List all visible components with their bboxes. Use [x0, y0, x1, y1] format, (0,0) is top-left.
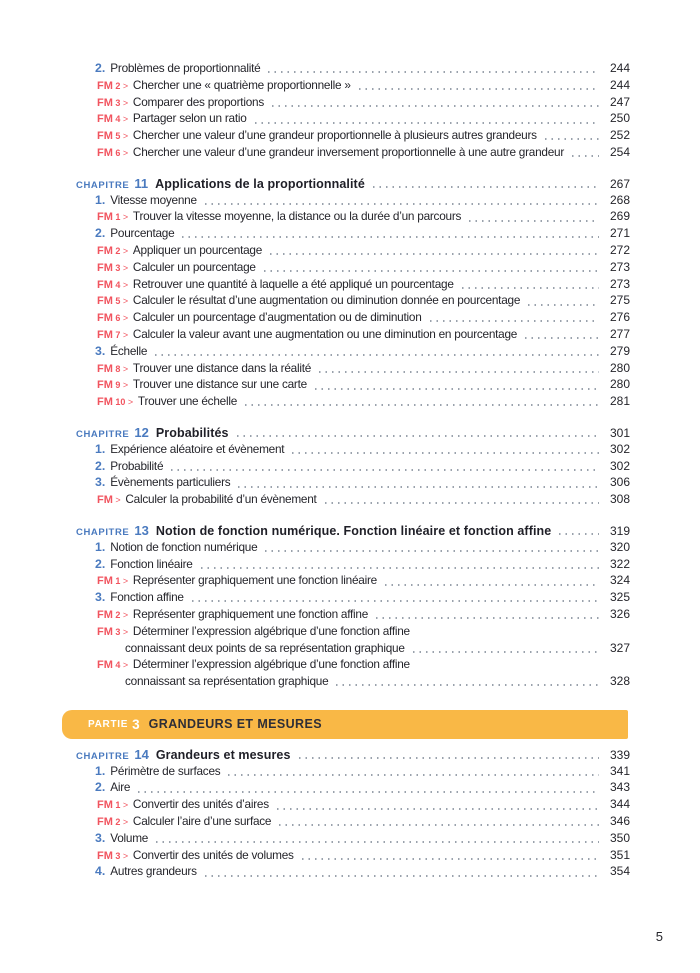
method-title: Calculer le résultat d’une augmentation ou diminution donnée en pourcentage: [132, 293, 521, 308]
toc-section-row: [95, 831, 630, 848]
method-number: 2: [115, 245, 121, 256]
toc-method-row: [97, 624, 630, 641]
dot-leader: [205, 203, 599, 205]
method-label: FM: [97, 328, 113, 341]
toc-method-row: [97, 111, 630, 128]
dot-leader: [138, 791, 599, 793]
toc-method-row: [97, 573, 630, 590]
method-label: FM: [97, 261, 113, 274]
dot-leader: [228, 774, 599, 776]
toc-method-row: [97, 243, 630, 260]
dot-leader: [237, 435, 599, 437]
method-label: FM: [97, 79, 113, 92]
dot-leader: [359, 88, 599, 90]
toc-section-row: [95, 557, 630, 574]
partie-number: 3: [132, 716, 140, 732]
chapter-word: CHAPITRE: [76, 526, 130, 538]
method-label: FM: [97, 130, 113, 143]
page-number: 279: [609, 343, 630, 358]
method-label: FM: [97, 494, 113, 507]
page-number: 320: [609, 539, 630, 554]
page-number: 302: [609, 441, 630, 456]
chapter-title: Grandeurs et mesures: [155, 747, 291, 762]
page-number: 324: [609, 573, 630, 588]
chevron-right-icon: >: [122, 296, 128, 307]
method-label: FM: [97, 278, 113, 291]
dot-leader: [319, 371, 599, 373]
toc-method-row: [97, 848, 630, 865]
chapter-number: 13: [134, 522, 149, 538]
page-number: 280: [609, 360, 630, 375]
chevron-right-icon: >: [115, 495, 121, 506]
page-number: 271: [609, 226, 630, 241]
section-number: 3.: [95, 475, 106, 490]
toc-section-row: [95, 226, 630, 243]
toc-method-row: [97, 657, 630, 674]
dot-leader: [279, 824, 599, 826]
toc-method-row: [97, 128, 630, 145]
method-label: FM: [97, 211, 113, 224]
partie-band: [62, 710, 628, 739]
dot-leader: [245, 404, 599, 406]
method-label: FM: [97, 362, 113, 375]
chevron-right-icon: >: [122, 245, 128, 256]
page-number: 339: [609, 747, 630, 762]
method-title-line2: connaissant deux points de sa représentation graphique: [125, 640, 405, 655]
method-label: FM: [97, 659, 113, 672]
dot-leader: [238, 486, 599, 488]
page-number: 351: [609, 847, 630, 862]
toc-method-row: [97, 394, 630, 411]
method-number: 2: [115, 609, 121, 620]
method-number: 5: [115, 296, 121, 307]
dot-leader: [292, 452, 599, 454]
method-title: Trouver une distance dans la réalité: [132, 360, 312, 375]
method-number: 5: [115, 131, 121, 142]
partie-title: GRANDEURS ET MESURES: [148, 717, 322, 732]
method-label: FM: [97, 379, 113, 392]
partie-word: PARTIE: [88, 718, 129, 730]
dot-leader: [325, 502, 599, 504]
method-label: FM: [97, 396, 113, 409]
toc-method-row: [97, 327, 630, 344]
method-title: Calculer l’aire d’une surface: [132, 814, 272, 829]
method-number: 2: [115, 80, 121, 91]
dot-leader: [469, 220, 599, 222]
page-number: 244: [609, 61, 630, 75]
toc-method-row: [97, 797, 630, 814]
chapter-number: 12: [134, 424, 149, 440]
dot-leader: [265, 550, 599, 552]
toc-method-row: [97, 607, 630, 624]
method-number: 3: [115, 626, 121, 637]
method-title: Chercher une valeur d’une grandeur inversement proportionnelle à une autre grandeur: [132, 144, 565, 159]
page-number: 350: [609, 830, 630, 845]
method-title: Représenter graphiquement une fonction linéaire: [132, 573, 377, 588]
method-label: FM: [97, 295, 113, 308]
method-label: FM: [97, 113, 113, 126]
dot-leader: [525, 337, 599, 339]
section-number: 1.: [95, 763, 106, 778]
page-number: 267: [609, 176, 630, 191]
method-title: Partager selon un ratio: [132, 111, 247, 126]
chevron-right-icon: >: [122, 80, 128, 91]
method-title: Comparer des proportions: [132, 94, 264, 109]
dot-leader: [528, 304, 599, 306]
chevron-right-icon: >: [122, 626, 128, 637]
dot-leader: [192, 600, 599, 602]
section-title: Vitesse moyenne: [110, 192, 197, 207]
chevron-right-icon: >: [122, 313, 128, 324]
method-title: Calculer la probabilité d’un évènement: [125, 492, 317, 507]
dot-leader: [272, 105, 599, 107]
chevron-right-icon: >: [127, 397, 133, 408]
chevron-right-icon: >: [122, 817, 128, 828]
toc-chapter-row: [76, 747, 630, 764]
toc-method-row: [97, 260, 630, 277]
chapter-word: CHAPITRE: [76, 179, 130, 191]
dot-leader: [255, 122, 599, 124]
page-number: 252: [609, 128, 630, 143]
section-title: Périmètre de surfaces: [110, 763, 221, 778]
chapter-word: CHAPITRE: [76, 750, 130, 762]
section-number: 4.: [95, 864, 106, 879]
page-number: 269: [609, 209, 630, 224]
chevron-right-icon: >: [122, 660, 128, 671]
page-number: 250: [609, 111, 630, 126]
section-title: Aire: [110, 780, 131, 795]
method-title: Calculer un pourcentage: [132, 259, 256, 274]
method-number: 10: [115, 397, 126, 408]
toc-method-row: [97, 361, 630, 378]
dot-leader: [171, 469, 599, 471]
toc-section-row: [95, 344, 630, 361]
chevron-right-icon: >: [122, 380, 128, 391]
method-label: FM: [97, 816, 113, 829]
page-number: 280: [609, 377, 630, 392]
section-number: 1.: [95, 441, 106, 456]
page-number: 302: [609, 458, 630, 473]
method-title: Convertir des unités d’aires: [132, 797, 269, 812]
chevron-right-icon: >: [122, 212, 128, 223]
method-title: Trouver la vitesse moyenne, la distance ou la durée d’un parcours: [132, 209, 462, 224]
section-number: 3.: [95, 830, 106, 845]
chapter-title: Applications de la proportionnalité: [155, 176, 365, 191]
section-number: 3.: [95, 343, 106, 358]
method-label: FM: [97, 799, 113, 812]
chevron-right-icon: >: [122, 147, 128, 158]
folio-page-number: 5: [655, 929, 663, 944]
toc-method-row: [97, 310, 630, 327]
method-number: 6: [115, 313, 121, 324]
toc-chapter-row: [76, 176, 630, 193]
dot-leader: [385, 584, 599, 586]
dot-leader: [264, 270, 599, 272]
method-title: Déterminer l’expression algébrique d’une fonction affine: [132, 623, 410, 638]
page-number: 272: [609, 242, 630, 257]
method-number: 1: [115, 800, 121, 811]
page-number: 275: [609, 293, 630, 308]
section-number: 2.: [95, 61, 106, 75]
dot-leader: [559, 533, 599, 535]
section-title: Volume: [110, 830, 149, 845]
dot-leader: [373, 186, 599, 188]
chapter-number: 14: [134, 746, 149, 762]
dot-leader: [182, 236, 599, 238]
chevron-right-icon: >: [122, 329, 128, 340]
section-title: Expérience aléatoire et évènement: [110, 441, 285, 456]
toc-method-row-continuation: [125, 674, 630, 691]
method-label: FM: [97, 96, 113, 109]
page-number: 328: [609, 674, 630, 689]
dot-leader: [155, 354, 599, 356]
chevron-right-icon: >: [122, 850, 128, 861]
section-number: 2.: [95, 226, 106, 241]
page-number: 343: [609, 780, 630, 795]
toc-method-row: [97, 377, 630, 394]
chevron-right-icon: >: [122, 576, 128, 587]
dot-leader: [336, 684, 599, 686]
toc-chapter-row: [76, 425, 630, 442]
page-number: 281: [609, 394, 630, 409]
section-title: Évènements particuliers: [110, 475, 231, 490]
toc-section-row: [95, 780, 630, 797]
page-number: 268: [609, 192, 630, 207]
method-label: FM: [97, 575, 113, 588]
chapter-title: Notion de fonction numérique. Fonction linéaire et fonction affine: [155, 523, 552, 538]
page-number: 276: [609, 310, 630, 325]
method-title: Chercher une valeur d’une grandeur proportionnelle à plusieurs autres grandeurs: [132, 128, 537, 143]
toc-section-row: [95, 442, 630, 459]
toc-list: [76, 61, 630, 881]
chevron-right-icon: >: [122, 262, 128, 273]
page-number: 327: [609, 640, 630, 655]
chapter-title: Probabilités: [155, 425, 229, 440]
toc-method-row-continuation: [125, 641, 630, 658]
method-title: Calculer la valeur avant une augmentation ou une diminution en pourcentage: [132, 326, 518, 341]
section-title: Autres grandeurs: [110, 864, 197, 879]
dot-leader: [302, 858, 599, 860]
method-title: Chercher une « quatrième proportionnelle »: [132, 77, 351, 92]
section-title: Fonction linéaire: [110, 556, 193, 571]
chevron-right-icon: >: [122, 363, 128, 374]
method-number: 1: [115, 576, 121, 587]
chapter-word: CHAPITRE: [76, 428, 130, 440]
toc-method-row: [97, 95, 630, 112]
section-number: 1.: [95, 192, 106, 207]
section-number: 2.: [95, 556, 106, 571]
toc-section-row: [95, 459, 630, 476]
toc-section-row: [95, 540, 630, 557]
dot-leader: [270, 253, 599, 255]
method-label: FM: [97, 312, 113, 325]
page-number: 341: [609, 763, 630, 778]
method-title: Trouver une distance sur une carte: [132, 377, 307, 392]
method-title: Retrouver une quantité à laquelle a été appliqué un pourcentage: [132, 276, 454, 291]
dot-leader: [299, 757, 599, 759]
dot-leader: [430, 320, 599, 322]
method-number: 2: [115, 817, 121, 828]
method-number: 3: [115, 97, 121, 108]
dot-leader: [376, 617, 599, 619]
dot-leader: [268, 71, 599, 73]
toc-method-row: [97, 814, 630, 831]
toc-section-row: [95, 193, 630, 210]
section-number: 2.: [95, 458, 106, 473]
method-number: 4: [115, 660, 121, 671]
page-number: 354: [609, 864, 630, 879]
method-title-line2: connaissant sa représentation graphique: [125, 674, 329, 689]
page-number: 273: [609, 259, 630, 274]
section-title: Pourcentage: [110, 226, 175, 241]
method-label: FM: [97, 608, 113, 621]
chevron-right-icon: >: [122, 114, 128, 125]
method-title: Calculer un pourcentage d’augmentation ou de diminution: [132, 310, 422, 325]
toc-section-row: [95, 864, 630, 881]
method-title: Déterminer l’expression algébrique d’une fonction affine: [132, 657, 410, 672]
page-number: 301: [609, 425, 630, 440]
page-number: 346: [609, 814, 630, 829]
section-number: 1.: [95, 539, 106, 554]
page-number: 247: [609, 94, 630, 109]
dot-leader: [205, 875, 599, 877]
page-number: 306: [609, 475, 630, 490]
method-label: FM: [97, 849, 113, 862]
method-label: FM: [97, 625, 113, 638]
method-number: 3: [115, 262, 121, 273]
page-number: 273: [609, 276, 630, 291]
chevron-right-icon: >: [122, 800, 128, 811]
method-number: 3: [115, 850, 121, 861]
chevron-right-icon: >: [122, 131, 128, 142]
section-title: Problèmes de proportionnalité: [110, 61, 261, 75]
dot-leader: [572, 155, 599, 157]
toc-method-row: [97, 492, 630, 509]
page-number: 308: [609, 492, 630, 507]
section-title: Fonction affine: [110, 590, 184, 605]
section-title: Échelle: [110, 343, 148, 358]
method-label: FM: [97, 244, 113, 257]
page-number: 277: [609, 326, 630, 341]
toc-method-row: [97, 209, 630, 226]
page-number: 254: [609, 144, 630, 159]
chevron-right-icon: >: [122, 97, 128, 108]
section-title: Notion de fonction numérique: [110, 539, 258, 554]
page-number: 325: [609, 590, 630, 605]
dot-leader: [277, 808, 599, 810]
toc-chapter-row: [76, 523, 630, 540]
section-number: 2.: [95, 780, 106, 795]
method-number: 4: [115, 114, 121, 125]
page-number: 244: [609, 77, 630, 92]
dot-leader: [462, 287, 599, 289]
chevron-right-icon: >: [122, 609, 128, 620]
method-title: Convertir des unités de volumes: [132, 847, 294, 862]
method-title: Appliquer un pourcentage: [132, 242, 263, 257]
section-title: Probabilité: [110, 458, 164, 473]
toc-section-row: [95, 475, 630, 492]
page-number: 344: [609, 797, 630, 812]
page-number: 326: [609, 606, 630, 621]
toc-method-row: [97, 78, 630, 95]
method-number: 4: [115, 279, 121, 290]
method-label: FM: [97, 146, 113, 159]
toc-method-row: [97, 145, 630, 162]
toc-section-row: [95, 590, 630, 607]
toc-method-row: [97, 277, 630, 294]
toc-method-row: [97, 293, 630, 310]
chapter-number: 11: [134, 175, 149, 191]
page-number: 322: [609, 556, 630, 571]
method-title: Représenter graphiquement une fonction affine: [132, 606, 369, 621]
page-number: 319: [609, 523, 630, 538]
method-title: Trouver une échelle: [137, 394, 237, 409]
method-number: 7: [115, 329, 121, 340]
section-number: 3.: [95, 590, 106, 605]
method-number: 8: [115, 363, 121, 374]
method-number: 9: [115, 380, 121, 391]
dot-leader: [545, 138, 599, 140]
toc-section-row: [95, 61, 630, 78]
dot-leader: [413, 651, 599, 653]
dot-leader: [315, 388, 599, 390]
dot-leader: [156, 841, 599, 843]
method-number: 1: [115, 212, 121, 223]
method-number: 6: [115, 147, 121, 158]
dot-leader: [201, 567, 599, 569]
chevron-right-icon: >: [122, 279, 128, 290]
toc-section-row: [95, 764, 630, 781]
